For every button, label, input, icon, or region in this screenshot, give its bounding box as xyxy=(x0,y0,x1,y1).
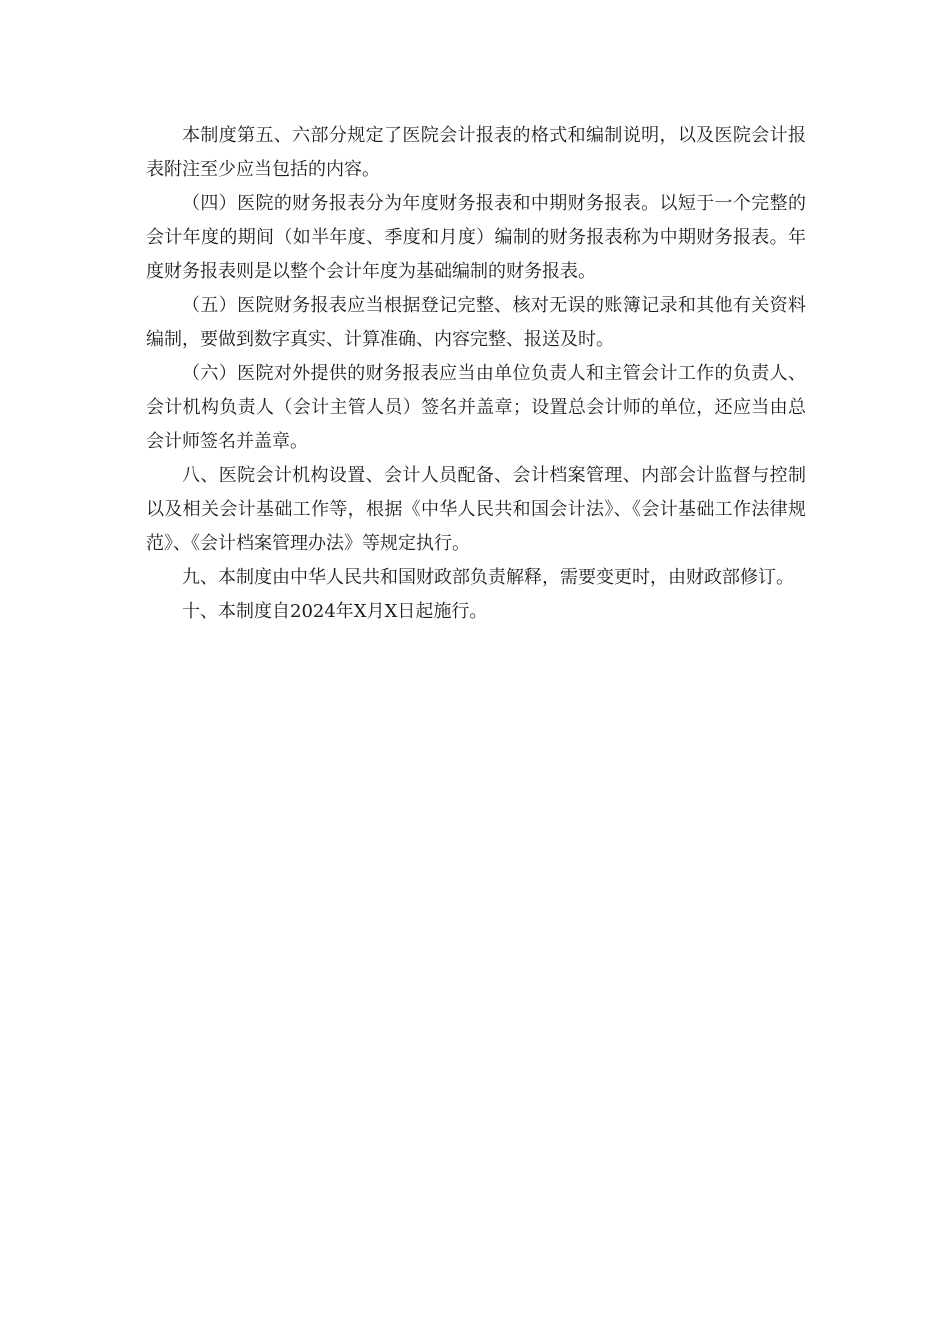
document-body xyxy=(146,119,806,629)
paragraph-accounting-organization: 八、医院会计机构设置、会计人员配备、会计档案管理、内部会计监督与控制以及相关会计基础工作等，根据《中华人民共和国会计法》、《会计基础工作法律规范》、《会计档案管理办法》等规定执行。 xyxy=(146,465,806,554)
paragraph-report-preparation: （五）医院财务报表应当根据登记完整、核对无误的账簿记录和其他有关资料编制，要做到数字真实、计算准确、内容完整、报送及时。 xyxy=(146,295,806,350)
paragraph-effective-date: 十、本制度自2024年X月X日起施行。 xyxy=(182,601,488,622)
paragraph-report-signature: （六）医院对外提供的财务报表应当由单位负责人和主管会计工作的负责人、会计机构负责人（会计主管人员）签名并盖章；设置总会计师的单位，还应当由总会计师签名并盖章。 xyxy=(146,363,806,452)
paragraph-interpretation: 九、本制度由中华人民共和国财政部负责解释，需要变更时，由财政部修订。 xyxy=(182,567,794,588)
paragraph-report-format: 本制度第五、六部分规定了医院会计报表的格式和编制说明，以及医院会计报表附注至少应当包括的内容。 xyxy=(146,125,806,180)
paragraph-annual-interim-reports: （四）医院的财务报表分为年度财务报表和中期财务报表。以短于一个完整的会计年度的期间（如半年度、季度和月度）编制的财务报表称为中期财务报表。年度财务报表则是以整个会计年度为基础编制的财务报表。 xyxy=(146,193,806,282)
